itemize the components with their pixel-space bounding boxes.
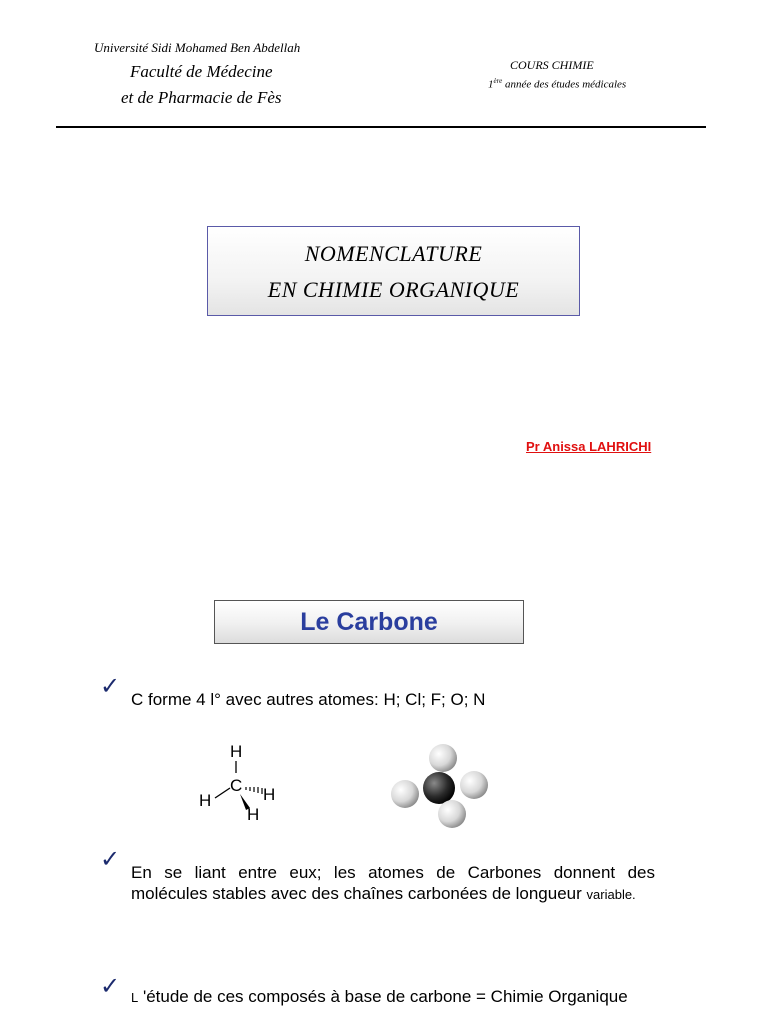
methane-structure-diagram: [190, 738, 290, 828]
course-name: COURS CHIMIE: [510, 58, 594, 72]
bullet-text-1: C forme 4 l° avec autres atomes: H; Cl; F; O; N: [131, 690, 486, 709]
checkmark-icon: ✓: [100, 973, 121, 1000]
checkmark-icon: ✓: [100, 846, 121, 873]
h-top-label: H: [230, 742, 243, 761]
university-name: Université Sidi Mohamed Ben Abdellah: [94, 40, 301, 55]
bullet-text-2: En se liant entre eux; les atomes de Carbones donnent des molécules stables avec des chaînes carbonées de longueur variable.: [131, 863, 655, 903]
h-bottom-label: H: [247, 805, 260, 824]
carbon-label: C: [230, 776, 243, 795]
course-year: 1ère année des études médicales: [488, 77, 627, 91]
h-right-label: H: [263, 785, 276, 804]
author-name: Pr Anissa LAHRICHI: [526, 439, 652, 454]
h-left-label: H: [199, 791, 212, 810]
checkmark-icon: ✓: [100, 673, 121, 700]
section-title-box: [214, 600, 524, 644]
header-divider: [56, 126, 706, 128]
title-line-1: NOMENCLATURE: [304, 241, 483, 266]
title-line-2: EN CHIMIE ORGANIQUE: [267, 277, 520, 302]
bullet-text-3: L 'étude de ces composés à base de carbone = Chimie Organique: [131, 987, 628, 1006]
methane-ball-model: [385, 738, 495, 830]
document-title-box: [207, 226, 580, 316]
section-title: Le Carbone: [300, 608, 438, 636]
faculty-line-1: Faculté de Médecine: [130, 62, 273, 81]
faculty-line-2: et de Pharmacie de Fès: [121, 88, 282, 107]
